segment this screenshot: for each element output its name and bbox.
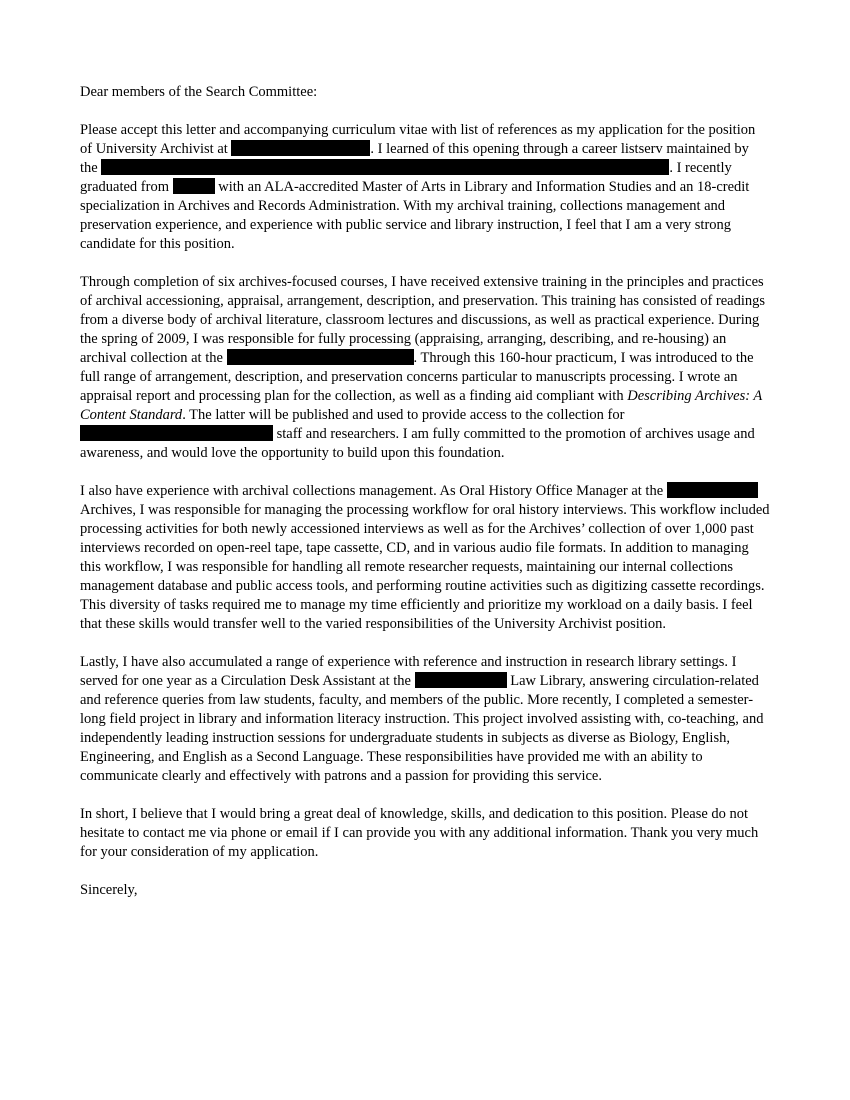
redaction-bar	[231, 140, 370, 156]
letter-paragraph-conclusion: In short, I believe that I would bring a great deal of knowledge, skills, and dedication to this position. Please do not hesitate to contact me via phone or email if I can provide you with any additional information. Thank you very much for your consideration of my application.	[80, 806, 759, 860]
redaction-bar	[297, 349, 414, 365]
letter-body	[80, 121, 770, 862]
italic-work-title: Describing Archives: A Content Standard	[80, 388, 762, 423]
letter-paragraph-intro-application: Please accept this letter and accompanying curriculum vitae with list of references as my application for the position of University Archivist at . I learned of this opening through a career listserv maintained by the . I recently graduated from with an ALA-accredited Master of Arts in Library and Information Studies and an 18-credit specialization in Archives and Records Administration. With my archival training, collections management and preservation experience, and experience with public service and library instruction, I feel that I am a very strong candidate for this position.	[80, 122, 756, 252]
letter-paragraph-collections-management: I also have experience with archival collections management. As Oral History Office Manager at the Archives, I was responsible for managing the processing workflow for oral history interviews. This workflow included processing activities for both newly accessioned interviews as well as for the Archives’ collection of over 1,000 past interviews recorded on open-reel tape, tape cassette, CD, and in various audio file formats. In addition to managing this workflow, I was responsible for handling all remote researcher requests, maintaining our internal collections management database and public access tools, and performing routine activities such as digitizing cassette recordings. This diversity of tasks required me to manage my time efficiently and prioritize my workload on a daily basis. I feel that these skills would transfer well to the varied responsibilities of the University Archivist position.	[80, 483, 770, 632]
closing: Sincerely,	[80, 882, 138, 898]
salutation: Dear members of the Search Committee:	[80, 84, 318, 100]
redaction-bar	[667, 482, 758, 498]
redaction-bar	[173, 178, 215, 194]
redaction-bar	[80, 425, 273, 441]
redaction-bar	[101, 159, 551, 175]
letter-paragraph-reference-instruction: Lastly, I have also accumulated a range of experience with reference and instruction in research library settings. I served for one year as a Circulation Desk Assistant at the Law Library, answering circulation-related and reference queries from law students, faculty, and members of the public. More recently, I completed a semester-long field project in library and information literacy instruction. This project involved assisting with, co-teaching, and independently leading instruction sessions for undergraduate students in subjects as diverse as Biology, English, Engineering, and English as a Second Language. These responsibilities have provided me with an ability to communicate clearly and effectively with patrons and a passion for providing this service.	[80, 654, 764, 784]
redaction-bar	[415, 672, 507, 688]
letter-paragraph-archival-training: Through completion of six archives-focused courses, I have received extensive training in the principles and practices of archival accessioning, appraisal, arrangement, description, and preservation. This training has consisted of readings from a diverse body of archival literature, classroom lectures and discussions, as well as practical experience. During the spring of 2009, I was responsible for fully processing (appraising, arranging, describing, and re-housing) an archival collection at the . Through this 160-hour practicum, I was introduced to the full range of arrangement, description, and preservation concerns particular to manuscripts processing. I wrote an appraisal report and processing plan for the collection, as well as a finding aid compliant with Describing Archives: A Content Standard. The latter will be published and used to provide access to the collection for staff and researchers. I am fully committed to the promotion of archives usage and awareness, and would love the opportunity to build upon this foundation.	[80, 274, 766, 461]
redaction-bar	[551, 159, 669, 175]
redaction-bar	[227, 349, 297, 365]
